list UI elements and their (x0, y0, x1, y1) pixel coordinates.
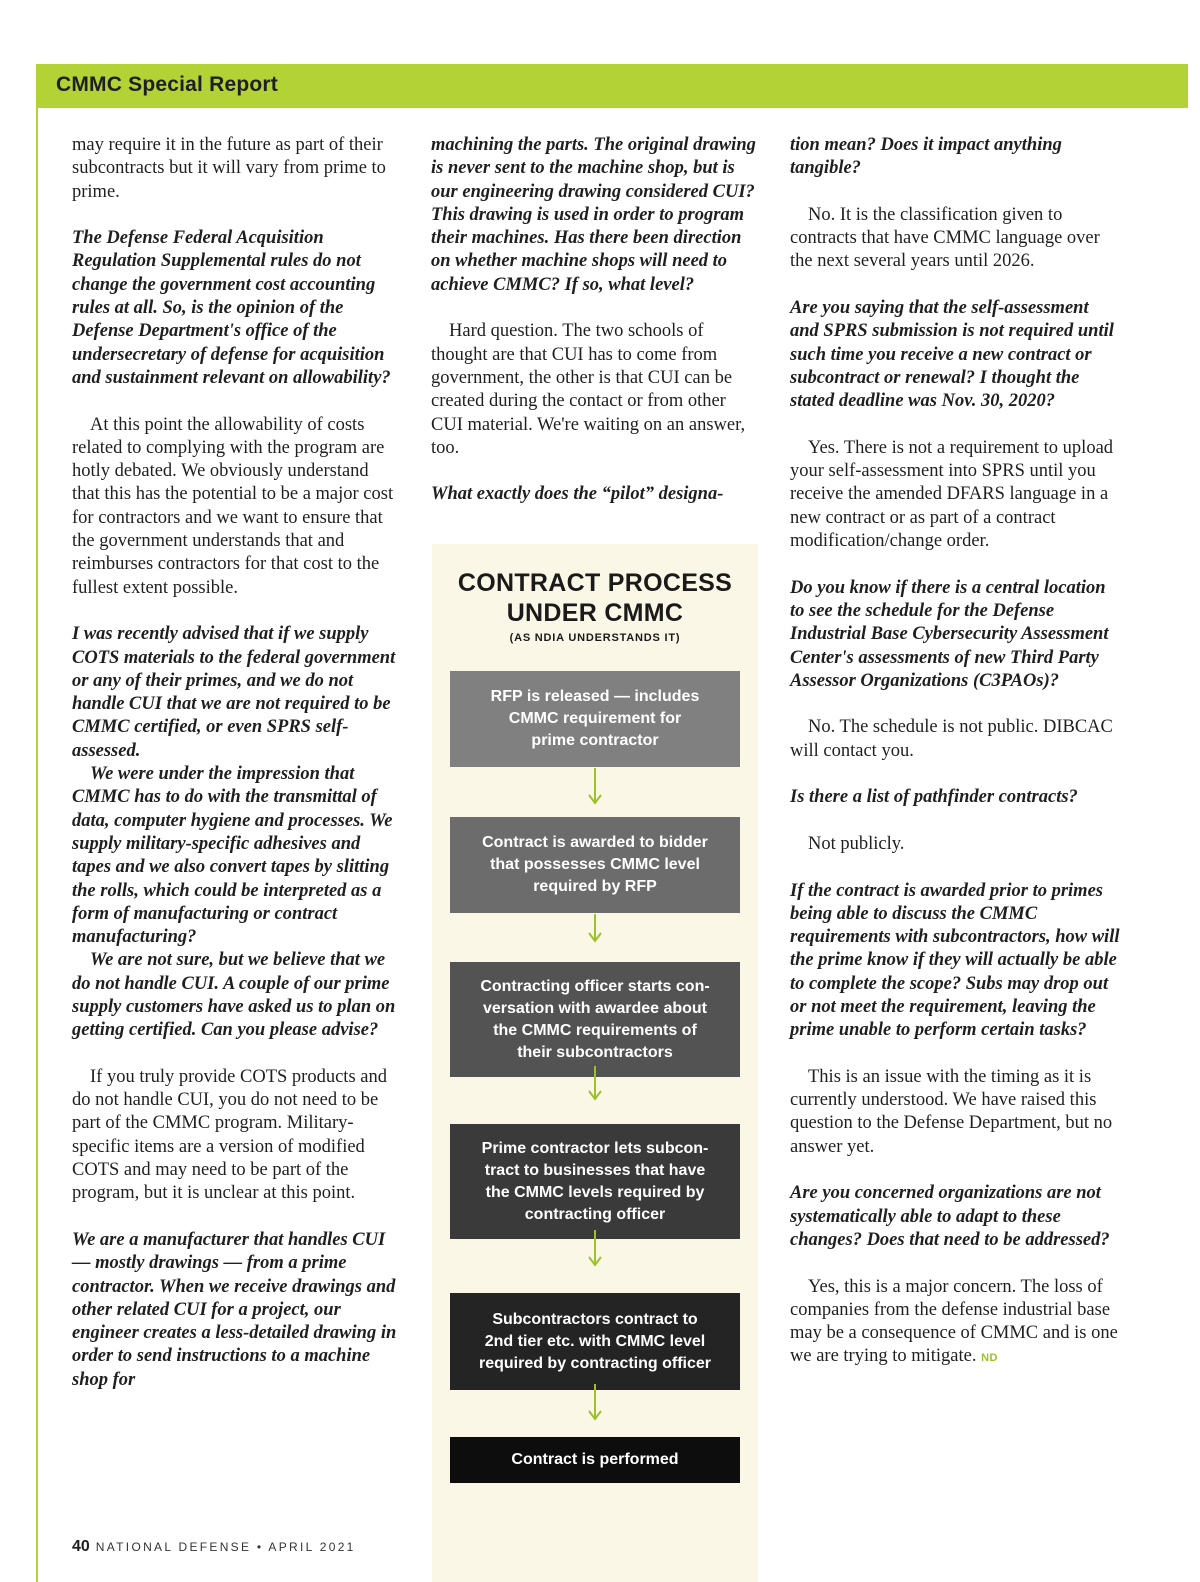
paragraph: may require it in the future as part of their subcontracts but it will vary from prime to prime. (72, 135, 386, 202)
flow-step-line: Contracting officer starts con- (480, 977, 710, 995)
flowchart-title (432, 568, 758, 628)
answer: No. It is the classification given to contracts that have CMMC language over the next several years until 2026. (790, 204, 1100, 272)
section-title: CMMC Special Report (56, 73, 278, 96)
question: If the contract is awarded prior to primes being able to discuss the CMMC requirements with subcontractors, how will the prime know if they will actually be able to complete the scope? Subs may drop out or not meet the requirement, leaving the prime unable to perform certain tasks? (790, 880, 1120, 1041)
left-accent-rule (36, 108, 38, 1582)
flow-step-line: the CMMC requirements of (493, 1021, 697, 1039)
answer-final (790, 1276, 1120, 1371)
answer: This is an issue with the timing as it is currently understood. We have raised this question to the Defense Department, but no answer yet. (790, 1066, 1113, 1157)
article-column-2 (431, 134, 757, 530)
flow-step-line: contracting officer (524, 1205, 666, 1223)
answer: Yes. There is not a requirement to upload your self-assessment into SPRS until you receive the amended DFARS language in a new contract or as part of a contract modification/change order. (790, 437, 1114, 552)
question-continued: machining the parts. The original drawing is never sent to the machine shop, but is our engineering drawing considered CUI? This drawing is used in order to program their machines. Has there been direction on whether machine shops will need to achieve CMMC? If so, what level? (431, 135, 756, 295)
answer: Not publicly. (808, 833, 905, 854)
question-continued: tion mean? Does it impact anything tangible? (790, 135, 1062, 179)
flow-step-line: 2nd tier etc. with CMMC level (484, 1332, 706, 1350)
down-arrow-icon (586, 768, 604, 808)
contract-process-flowchart (432, 544, 758, 1582)
down-arrow-icon (586, 1384, 604, 1424)
question: I was recently advised that if we supply COTS materials to the federal government or any of their primes, and we do not handle CUI that we are not required to be CMMC certified, or even SPRS self-assessed. (72, 624, 396, 761)
answer: No. The schedule is not public. DIBCAC will contact you. (790, 717, 1113, 761)
flow-step-line: Contract is performed (511, 1451, 679, 1468)
question: Is there a list of pathfinder contracts? (790, 787, 1078, 808)
flow-step-line: Prime contractor lets subcon- (481, 1139, 709, 1157)
flow-step-4 (450, 1124, 740, 1239)
flow-step-line: required by RFP (533, 878, 657, 895)
question: Do you know if there is a central location to see the schedule for the Defense Industrial Base Cybersecurity Assessment Center's assessments of new Third Party Assessor Organizations (C3PAOs)? (790, 577, 1109, 691)
flowchart-title-line: UNDER CMMC (506, 599, 684, 627)
flowchart-subtitle: (AS NDIA UNDERSTANDS IT) (509, 632, 681, 644)
flow-step-line: versation with awardee about (482, 999, 708, 1017)
down-arrow-icon (586, 1230, 604, 1270)
question-continued: We are not sure, but we believe that we do not handle CUI. A couple of our prime supply customers have asked us to plan on getting certified. Can you please advise? (72, 950, 396, 1041)
down-arrow-icon (586, 914, 604, 946)
flow-step-2 (450, 817, 740, 913)
page-number: 40 (72, 1538, 90, 1555)
question: Are you concerned organizations are not systematically able to adapt to these changes? Does that need to be addressed? (790, 1183, 1110, 1250)
down-arrow-icon (586, 1066, 604, 1104)
article-column-3 (790, 134, 1120, 1394)
question-continued: We were under the impression that CMMC has to do with the transmittal of data, computer hygiene and processes. We supply military-specific adhesives and tapes and we also convert tapes by slitting the rolls, which could be interpreted as a form of manufacturing or contract manufacturing? (72, 764, 393, 948)
answer-text: Yes, this is a major concern. The loss of companies from the defense industrial base may be a consequence of CMMC and is one we are trying to mitigate. (790, 1276, 1118, 1367)
section-header-bar (36, 64, 1188, 108)
question: What exactly does the “pilot” designa- (431, 484, 724, 505)
question: The Defense Federal Acquisition Regulation Supplemental rules do not change the government cost accounting rules at all. So, is the opinion of the Defense Department's office of the undersecretary of defense for acquisition and sustainment relevant on allowability? (72, 228, 391, 388)
answer: Hard question. The two schools of thought are that CUI has to come from government, the other is that CUI can be created during the contact or from other CUI material. We're waiting on an answer, too. (431, 321, 746, 458)
flow-step-1 (450, 671, 740, 767)
publication-info: NATIONAL DEFENSE • APRIL 2021 (95, 1540, 356, 1554)
flow-step-line: Contract is awarded to bidder (482, 834, 708, 851)
flow-step-3 (450, 962, 740, 1077)
flow-step-line: their subcontractors (517, 1043, 673, 1061)
flow-step-line: tract to businesses that have (484, 1161, 706, 1179)
flow-step-line: required by contracting officer (478, 1354, 712, 1372)
flow-step-line: the CMMC levels required by (485, 1183, 705, 1201)
flow-step-5 (450, 1293, 740, 1390)
question: We are a manufacturer that handles CUI — mostly drawings — from a prime contractor. When we receive drawings and other related CUI for a project, our engineer creates a less-detailed drawing in order to send instructions to a machine shop for (72, 1229, 397, 1390)
page-footer (72, 1538, 356, 1556)
flow-step-line: Subcontractors contract to (492, 1310, 698, 1328)
flow-step-line: RFP is released — includes (490, 688, 700, 705)
question: Are you saying that the self-assessment and SPRS submission is not required until such time you receive a new contract or subcontract or renewal? I thought the stated deadline was Nov. 30, 2020? (790, 298, 1114, 412)
flow-step-6 (450, 1437, 740, 1483)
flow-step-line: CMMC requirement for (508, 710, 682, 727)
answer: At this point the allowability of costs related to complying with the program are hotly debated. We obviously understand that this has the potential to be a major cost for contractors and we want to ensure that the government understands that and reimburses contractors for that cost to the fullest extent possible. (72, 414, 394, 598)
flowchart-title-line: CONTRACT PROCESS (457, 569, 733, 597)
article-column-1 (72, 134, 398, 1415)
flow-step-line: that possesses CMMC level (490, 856, 700, 873)
end-mark: ND (981, 1352, 998, 1365)
answer: If you truly provide COTS products and do not handle CUI, you do not need to be part of the CMMC program. Military-specific items are a version of modified COTS and may need to be part of the program, but it is unclear at this point. (72, 1066, 387, 1204)
flow-step-line: prime contractor (531, 732, 659, 749)
